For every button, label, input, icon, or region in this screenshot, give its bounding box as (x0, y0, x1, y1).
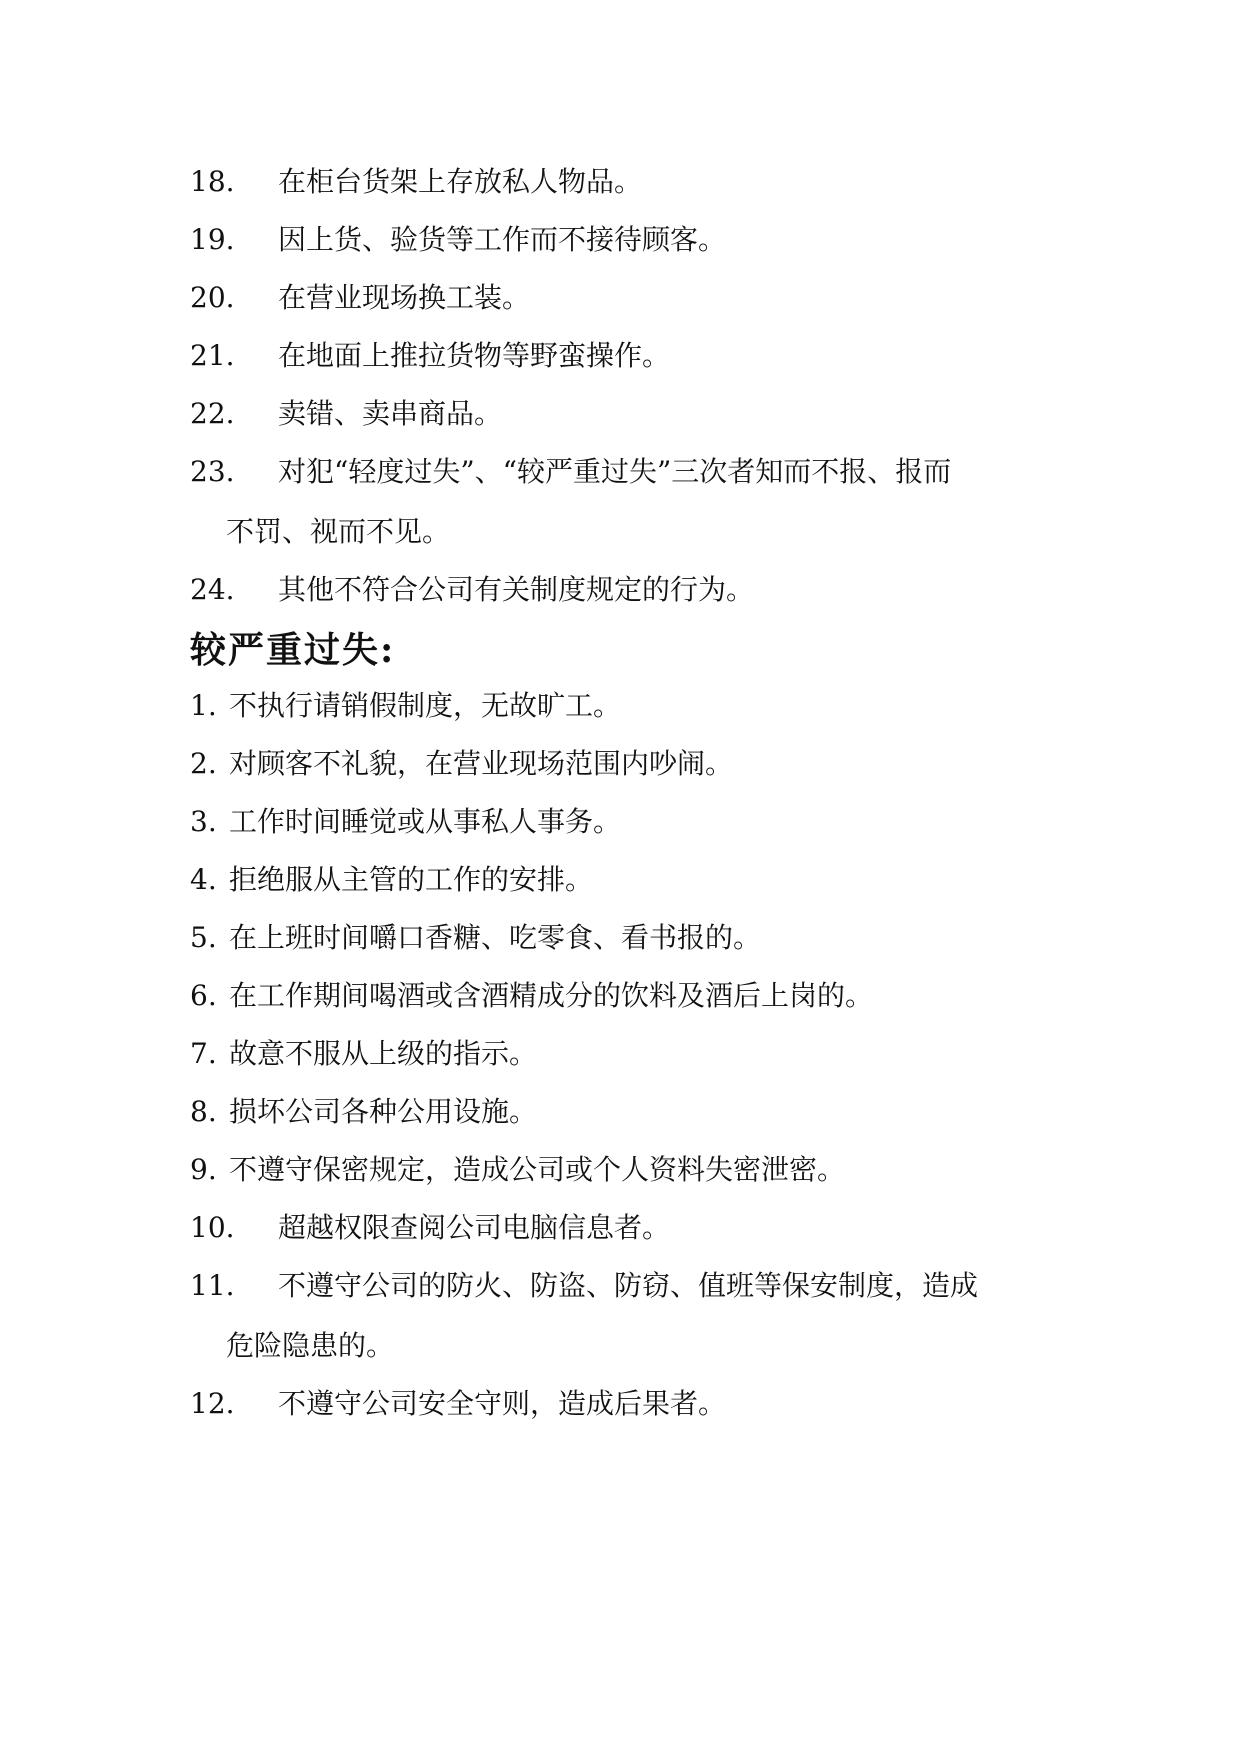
item-text: 对顾客不礼貌，在营业现场范围内吵闹。 (229, 747, 734, 780)
item-text: 故意不服从上级的指示。 (229, 1037, 538, 1070)
list-item (0, 278, 1241, 318)
item-number: 5. (190, 921, 217, 954)
item-text: 超越权限查阅公司电脑信息者。 (278, 1211, 671, 1244)
item-text: 在上班时间嚼口香糖、吃零食、看书报的。 (229, 921, 762, 954)
list-item (0, 452, 1241, 492)
item-number: 21. (190, 339, 235, 372)
item-text: 卖错、卖串商品。 (278, 397, 503, 430)
item-text: 不遵守公司的防火、防盗、防窃、值班等保安制度，造成 (278, 1269, 979, 1302)
list-item (0, 336, 1241, 376)
item-text: 拒绝服从主管的工作的安排。 (229, 863, 594, 896)
list-item (0, 570, 1241, 610)
list-item (0, 1150, 1241, 1190)
item-number: 19. (190, 223, 235, 256)
list-item-continuation (0, 512, 1241, 552)
item-text: 其他不符合公司有关制度规定的行为。 (278, 573, 755, 606)
item-text: 不遵守保密规定，造成公司或个人资料失密泄密。 (229, 1153, 846, 1186)
item-number: 20. (190, 281, 235, 314)
item-number: 1. (190, 689, 217, 722)
item-text-continuation: 不罚、视而不见。 (226, 515, 451, 548)
list-item (0, 686, 1241, 726)
list-item (0, 1034, 1241, 1074)
item-number: 7. (190, 1037, 217, 1070)
list-item (0, 802, 1241, 842)
item-number: 4. (190, 863, 217, 896)
item-text: 因上货、验货等工作而不接待顾客。 (278, 223, 727, 256)
item-text: 对犯“轻度过失”、“较严重过失”三次者知而不报、报而 (278, 455, 952, 488)
item-text: 不遵守公司安全守则，造成后果者。 (278, 1387, 727, 1420)
item-number: 12. (190, 1387, 235, 1420)
list-item (0, 744, 1241, 784)
item-number: 24. (190, 573, 235, 606)
list-item (0, 1266, 1241, 1306)
item-number: 6. (190, 979, 217, 1012)
list-item (0, 860, 1241, 900)
item-number: 9. (190, 1153, 217, 1186)
list-item (0, 1208, 1241, 1248)
list-item (0, 1384, 1241, 1424)
section-heading: 较严重过失: (190, 629, 396, 671)
list-item (0, 1092, 1241, 1132)
item-text: 在营业现场换工装。 (278, 281, 531, 314)
item-number: 23. (190, 455, 235, 488)
item-number: 8. (190, 1095, 217, 1128)
item-number: 3. (190, 805, 217, 838)
item-text: 损坏公司各种公用设施。 (229, 1095, 538, 1128)
item-number: 2. (190, 747, 217, 780)
item-number: 10. (190, 1211, 235, 1244)
item-number: 11. (190, 1269, 235, 1302)
list-item-continuation (0, 1326, 1241, 1366)
item-text: 在柜台货架上存放私人物品。 (278, 165, 643, 198)
list-item (0, 220, 1241, 260)
item-text: 不执行请销假制度，无故旷工。 (229, 689, 622, 722)
list-item (0, 976, 1241, 1016)
item-text: 工作时间睡觉或从事私人事务。 (229, 805, 622, 838)
list-item (0, 162, 1241, 202)
item-number: 18. (190, 165, 235, 198)
item-text-continuation: 危险隐患的。 (226, 1329, 395, 1362)
item-number: 22. (190, 397, 235, 430)
item-text: 在工作期间喝酒或含酒精成分的饮料及酒后上岗的。 (229, 979, 874, 1012)
list-item (0, 918, 1241, 958)
item-text: 在地面上推拉货物等野蛮操作。 (278, 339, 671, 372)
list-item (0, 394, 1241, 434)
